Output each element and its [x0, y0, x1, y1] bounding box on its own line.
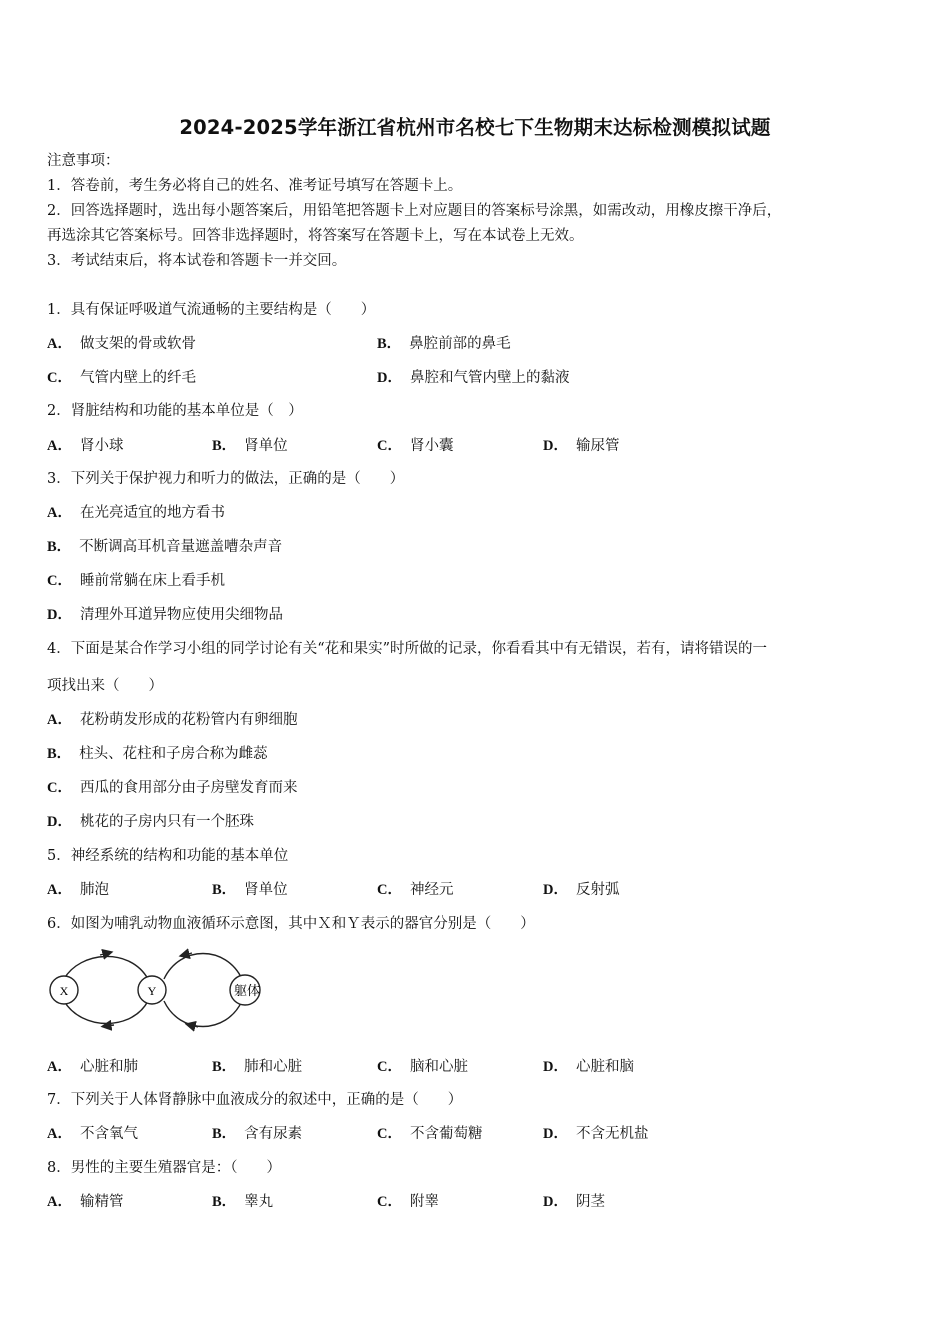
question-stem: 8．男性的主要生殖器官是：（ ）: [47, 1160, 281, 1176]
question-stem: 6．如图为哺乳动物血液循环示意图，其中Ｘ和Ｙ表示的器官分别是（ ）: [47, 916, 535, 932]
question-stem: 3．下列关于保护视力和听力的做法，正确的是（ ）: [47, 471, 405, 487]
option-a: A． 输精管: [47, 1194, 124, 1210]
notice-item: 1．答卷前，考生务必将自己的姓名、准考证号填写在答题卡上。: [47, 178, 463, 194]
option-a: A． 花粉萌发形成的花粉管内有卵细胞: [47, 712, 298, 728]
page-title: 2024-2025学年浙江省杭州市名校七下生物期末达标检测模拟试题: [179, 116, 771, 139]
option-d: D． 反射弧: [543, 882, 620, 898]
option-a: A． 做支架的骨或软骨: [47, 336, 196, 352]
label-y: Y: [147, 984, 157, 998]
option-c: C． 睡前常躺在床上看手机: [47, 573, 225, 589]
arrow-top-right: [164, 954, 242, 980]
option-d: D． 鼻腔和气管内壁上的黏液: [377, 370, 570, 386]
option-c: C． 附睾: [377, 1194, 439, 1210]
option-c: C． 气管内壁上的纤毛: [47, 370, 196, 386]
arrow-bottom-left: [64, 1001, 148, 1024]
arrow-bottom-right: [164, 1001, 242, 1027]
option-a: A． 不含氧气: [47, 1126, 138, 1142]
option-b: B． 肺和心脏: [212, 1059, 303, 1075]
question-stem-cont: 项找出来（ ）: [47, 678, 163, 694]
option-b: B． 肾单位: [212, 438, 288, 454]
question-stem: 7．下列关于人体肾静脉中血液成分的叙述中，正确的是（ ）: [47, 1092, 463, 1108]
option-a: A． 肺泡: [47, 882, 109, 898]
arrow-top-left: [64, 956, 148, 979]
option-b: B． 肾单位: [212, 882, 288, 898]
arrow-head: [100, 953, 108, 955]
option-d: D． 输尿管: [543, 438, 620, 454]
question-stem: 2．肾脏结构和功能的基本单位是（ ）: [47, 403, 303, 419]
question-stem: 1．具有保证呼吸道气流通畅的主要结构是（ ）: [47, 302, 376, 318]
label-body: 躯体: [233, 984, 261, 999]
option-d: D． 不含无机盐: [543, 1126, 649, 1142]
option-c: C． 不含葡萄糖: [377, 1126, 483, 1142]
arrow-head: [106, 1025, 114, 1026]
option-d: D． 桃花的子房内只有一个胚珠: [47, 814, 254, 830]
notice-item: 再选涂其它答案标号。回答非选择题时，将答案写在答题卡上，写在本试卷上无效。: [47, 228, 584, 244]
option-b: B． 柱头、花柱和子房合称为雌蕊: [47, 746, 268, 762]
option-a: A． 心脏和肺: [47, 1059, 138, 1075]
option-b: B． 不断调高耳机音量遮盖嘈杂声音: [47, 539, 283, 555]
notice-item: 2．回答选择题时，选出每小题答案后，用铅笔把答题卡上对应题目的答案标号涂黑，如需改动，用橡皮擦干净后，: [47, 203, 782, 219]
option-c: C． 西瓜的食用部分由子房壁发育而来: [47, 780, 298, 796]
option-d: D． 清理外耳道异物应使用尖细物品: [47, 607, 283, 623]
option-b: B． 睾丸: [212, 1194, 274, 1210]
option-a: A． 肾小球: [47, 438, 124, 454]
option-d: D． 心脏和脑: [543, 1059, 634, 1075]
label-x: X: [59, 984, 69, 998]
option-c: C． 脑和心脏: [377, 1059, 468, 1075]
arrow-head: [190, 1025, 198, 1027]
option-b: B． 鼻腔前部的鼻毛: [377, 336, 511, 352]
notice-heading: 注意事项：: [47, 153, 120, 169]
option-d: D． 阴茎: [543, 1194, 605, 1210]
option-c: C． 神经元: [377, 882, 454, 898]
notice-item: 3．考试结束后，将本试卷和答题卡一并交回。: [47, 253, 347, 269]
question-stem: 5．神经系统的结构和功能的基本单位: [47, 848, 289, 864]
circulation-diagram: [40, 943, 280, 1035]
option-c: C． 肾小囊: [377, 438, 454, 454]
question-stem: 4．下面是某合作学习小组的同学讨论有关“花和果实”时所做的记录，你看看其中有无错误，若有，请将错误的一: [47, 641, 768, 657]
option-b: B． 含有尿素: [212, 1126, 303, 1142]
option-a: A． 在光亮适宜的地方看书: [47, 505, 225, 521]
